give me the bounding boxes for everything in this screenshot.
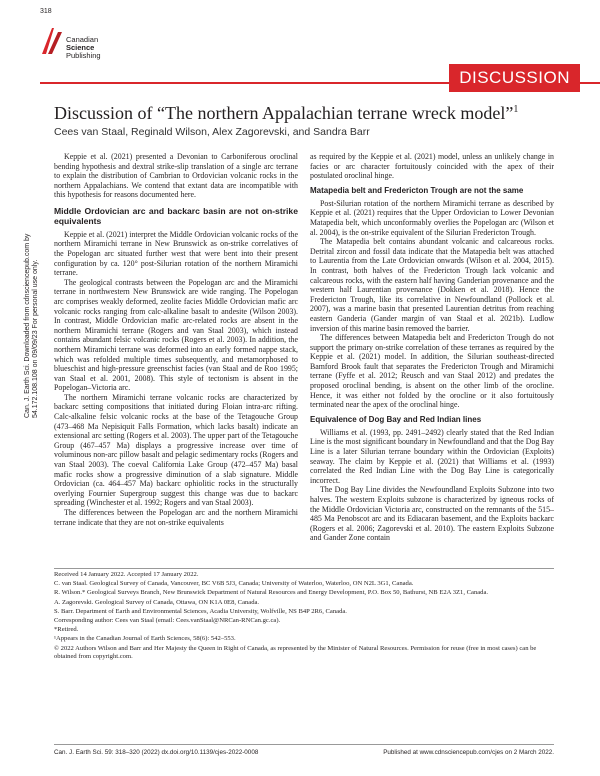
paragraph: as required by the Keppie et al. (2021) model, unless an unlikely change in facies or arc character fortuitously coincided with the apex of their postulated oroclinal hinge. — [310, 152, 554, 181]
footnote-line: C. van Staal. Geological Survey of Canada, Vancouver, BC V6B 5J3, Canada; University of Waterloo, Waterloo, ON N2L 3G1, Canada. — [54, 580, 414, 588]
page-number: 318 — [40, 8, 52, 15]
paragraph: Keppie et al. (2021) interpret the Middle Ordovician volcanic rocks of the northern Miramichi terrane in New Brunswick as on-strike correlatives of the Popelogan arc situated further west that were bent into their present configuration by ca. 120° post-Silurian rotation of the northern Miramichi terrane. — [54, 229, 298, 278]
paragraph: Williams et al. (1993, pp. 2491–2492) clearly stated that the Red Indian Line is the most significant boundary in Newfoundland and that the Dog Bay Line is a later Silurian terrane boundary within the Ordovician (Exploits) seaway. The claim by Keppie et al. (2021) that Williams et al. (1993) correlated the Red Indian Line with the Dog Bay Line is categorically incorrect. — [310, 427, 554, 485]
paragraph: Keppie et al. (2021) presented a Devonian to Carboniferous oroclinal bending hypothesis and dextral strike-slip translation of a single arc terrane to explain the distribution of Cambrian to Ordovician volcanic rocks in the northern Appalachians. We contend that extant data are incompatible with this hypothesis for reasons documented here. — [54, 152, 298, 200]
download-sidebar: Can. J. Earth Sci. Downloaded from cdnsciencepub.com by 54.172.108.108 on 09/09/23 For personal use only. — [24, 233, 39, 418]
footnote-line: ¹Appears in the Canadian Journal of Earth Sciences, 58(6): 542–553. — [54, 635, 236, 643]
paragraph: The Dog Bay Line divides the Newfoundland Exploits Subzone into two halves. The western Exploits subzone is characterized by igneous rocks of the Middle Ordovician Victoria arc, constructed on the remnants of the 515–485 Ma Penobscot arc and its Ediacaran basement, and the Exploits backarc (Rogers et al. 2006; Zagorevski et al. 2010). The eastern Exploits Subzone and Gander Zone contain — [310, 485, 554, 543]
paragraph: The Matapedia belt contains abundant volcanic and calcareous rocks. Detrital zircon and fossil data indicate that the Matapedia belt was attached to Laurentia from the Late Ordovician onwards (Wilson et al. 2004, 2015). In contrast, both halves of the Fredericton Trough lack volcanic and calcareous rocks, with the eastern half having Ganderian provenance and the western half Laurentian provenance (Dokken et al. 2018). Hence the Fredericton Trough, like its correlative in Newfoundland (Pollock et al. 2007), was a marine basin that presented Laurentian detritus from reaching eastern Ganderia (Gander margin of van Staal et al. 2021b). Ludlow inversion of this marine basin removed the barrier. — [310, 237, 554, 333]
footnote-rule — [54, 568, 554, 569]
footnote-line: S. Barr. Department of Earth and Environmental Sciences, Acadia University, Wolfville, NS B4P 2R6, Canada. — [54, 607, 347, 615]
paragraph: Post-Silurian rotation of the northern Miramichi terrane as described by Keppie et al. (2021) requires that the Upper Ordovician to Lower Devonian Matapedia belt, which unconformably overlies the Popelogan arc (Wilson et al. 2004), is the on-strike equivalent of the Silurian Fredericton Trough. — [310, 198, 554, 237]
publisher-logo — [40, 26, 130, 66]
article-title — [54, 99, 574, 124]
right-column — [310, 152, 554, 543]
section-heading: Equivalence of Dog Bay and Red Indian lines — [310, 414, 482, 424]
section-heading: Middle Ordovician arc and backarc basin are not on-strike equivalents — [54, 205, 298, 227]
paragraph: The northern Miramichi terrane volcanic rocks are characterized by backarc setting compositions that initiated during Floian intra-arc rifting. Calc-alkaline felsic volcanic rocks at the base of the Tetagouche Group (473–468 Ma Nepisiquit Falls Formation, which lacks basalt) indicate an extensional arc setting (Rogers et al. 2003). The upper part of the Tetagouche Group (467–457 Ma) displays a progressive increase over time of voluminous non-arc pillow basalt and pelagic sedimentary rocks (Rogers and van Staal 2003). The coeval California Lake Group (472–457 Ma) basal mafic rocks show a progressive diminution of a slab signature. Middle Ordovician (ca. 464–457 Ma) backarc ophiolitic rocks in the structurally overlying Fournier Supergroup suggest this change was due to backarc spreading (Winchester et al. 1992; Rogers and van Staal 2003). — [54, 392, 298, 508]
logo-line-2: Science — [66, 43, 95, 52]
footer-citation: Can. J. Earth Sci. 59: 318–320 (2022) dx.doi.org/10.1139/cjes-2022-0008 — [54, 749, 259, 756]
title-text: Discussion of “The northern Appalachian terrane wreck model” — [54, 103, 514, 123]
section-heading: Matapedia belt and Fredericton Trough are not the same — [310, 185, 524, 195]
footnotes — [54, 571, 554, 662]
left-column — [54, 152, 298, 527]
footnote-line: A. Zagorevski. Geological Survey of Canada, Ottawa, ON K1A 0E8, Canada. — [54, 598, 260, 606]
footer-published: Published at www.cdnsciencepub.com/cjes on 2 March 2022. — [383, 749, 554, 756]
footnote-line: © 2022 Authors Wilson and Barr and Her Majesty the Queen in Right of Canada, as represented by the Minister of Natural Resources. Permission for reuse (free in most cases) can be obtained from copyright.com. — [54, 644, 537, 660]
section-label: DISCUSSION — [449, 64, 580, 92]
csp-logo-icon — [40, 26, 64, 56]
footnote-line: Corresponding author: Cees van Staal (email: Cees.vanStaal@NRCan-RNCan.gc.ca). — [54, 617, 281, 625]
logo-line-1: Canadian — [66, 35, 99, 44]
paragraph: The differences between the Popelogan arc and the northern Miramichi terrane indicate that they are not on-strike equivalents — [54, 508, 298, 527]
footer-rule — [54, 744, 554, 745]
title-footnote-mark: 1 — [513, 104, 519, 115]
logo-line-3: Publishing — [66, 51, 101, 60]
author-list: Cees van Staal, Reginald Wilson, Alex Zagorevski, and Sandra Barr — [54, 126, 370, 138]
footnote-line: R. Wilson.* Geological Surveys Branch, New Brunswick Department of Natural Resources and Energy Development, P.O. Box 50, Bathurst, NB E2A 3Z1, Canada. — [54, 589, 489, 597]
paragraph: The differences between Matapedia belt and Fredericton Trough do not support the primary on-strike correlation of these terranes as required by the Keppie et al. (2021) model. In addition, the Silurian southeast-directed Bamford Brook fault that separates the Fredericton Trough and Miramichi terrane (Fyffe et al. 2012; Reusch and van Staal 2012) and predates the proposed oroclinal bending, is absent on the other limb of the orocline. Hence, it was either not folded by the orocline or it also fortuitously terminated near the apex of the oroclinal hinge. — [310, 333, 554, 410]
paragraph: The geological contrasts between the Popelogan arc and the Miramichi terrane in northwestern New Brunswick are wide ranging. The Popelogan arc comprises weakly deformed, zeolite facies Middle Ordovician mafic arc volcanic rocks ranging from calc-alkaline basalt to andesite (Wilson 2003). In contrast, Middle Ordovician mafic arc-related rocks are absent in the northern Miramichi terrane (Rogers and van Staal 2003), which instead contains abundant felsic volcanic rocks (Rogers et al. 2003). In addition, the northern Miramichi terrane was deformed into an early formed nappe stack, which was refolded multiple times subsequently, and metamorphosed to blueschist and high-pressure greenschist facies (van Staal and de Roo 1995; van Staal et al. 2001, 2008). This style of tectonism is absent in the Popelogan–Victoria arc. — [54, 277, 298, 393]
footnote-line: *Retired. — [54, 626, 79, 634]
footnote-line: Received 14 January 2022. Accepted 17 January 2022. — [54, 571, 199, 578]
